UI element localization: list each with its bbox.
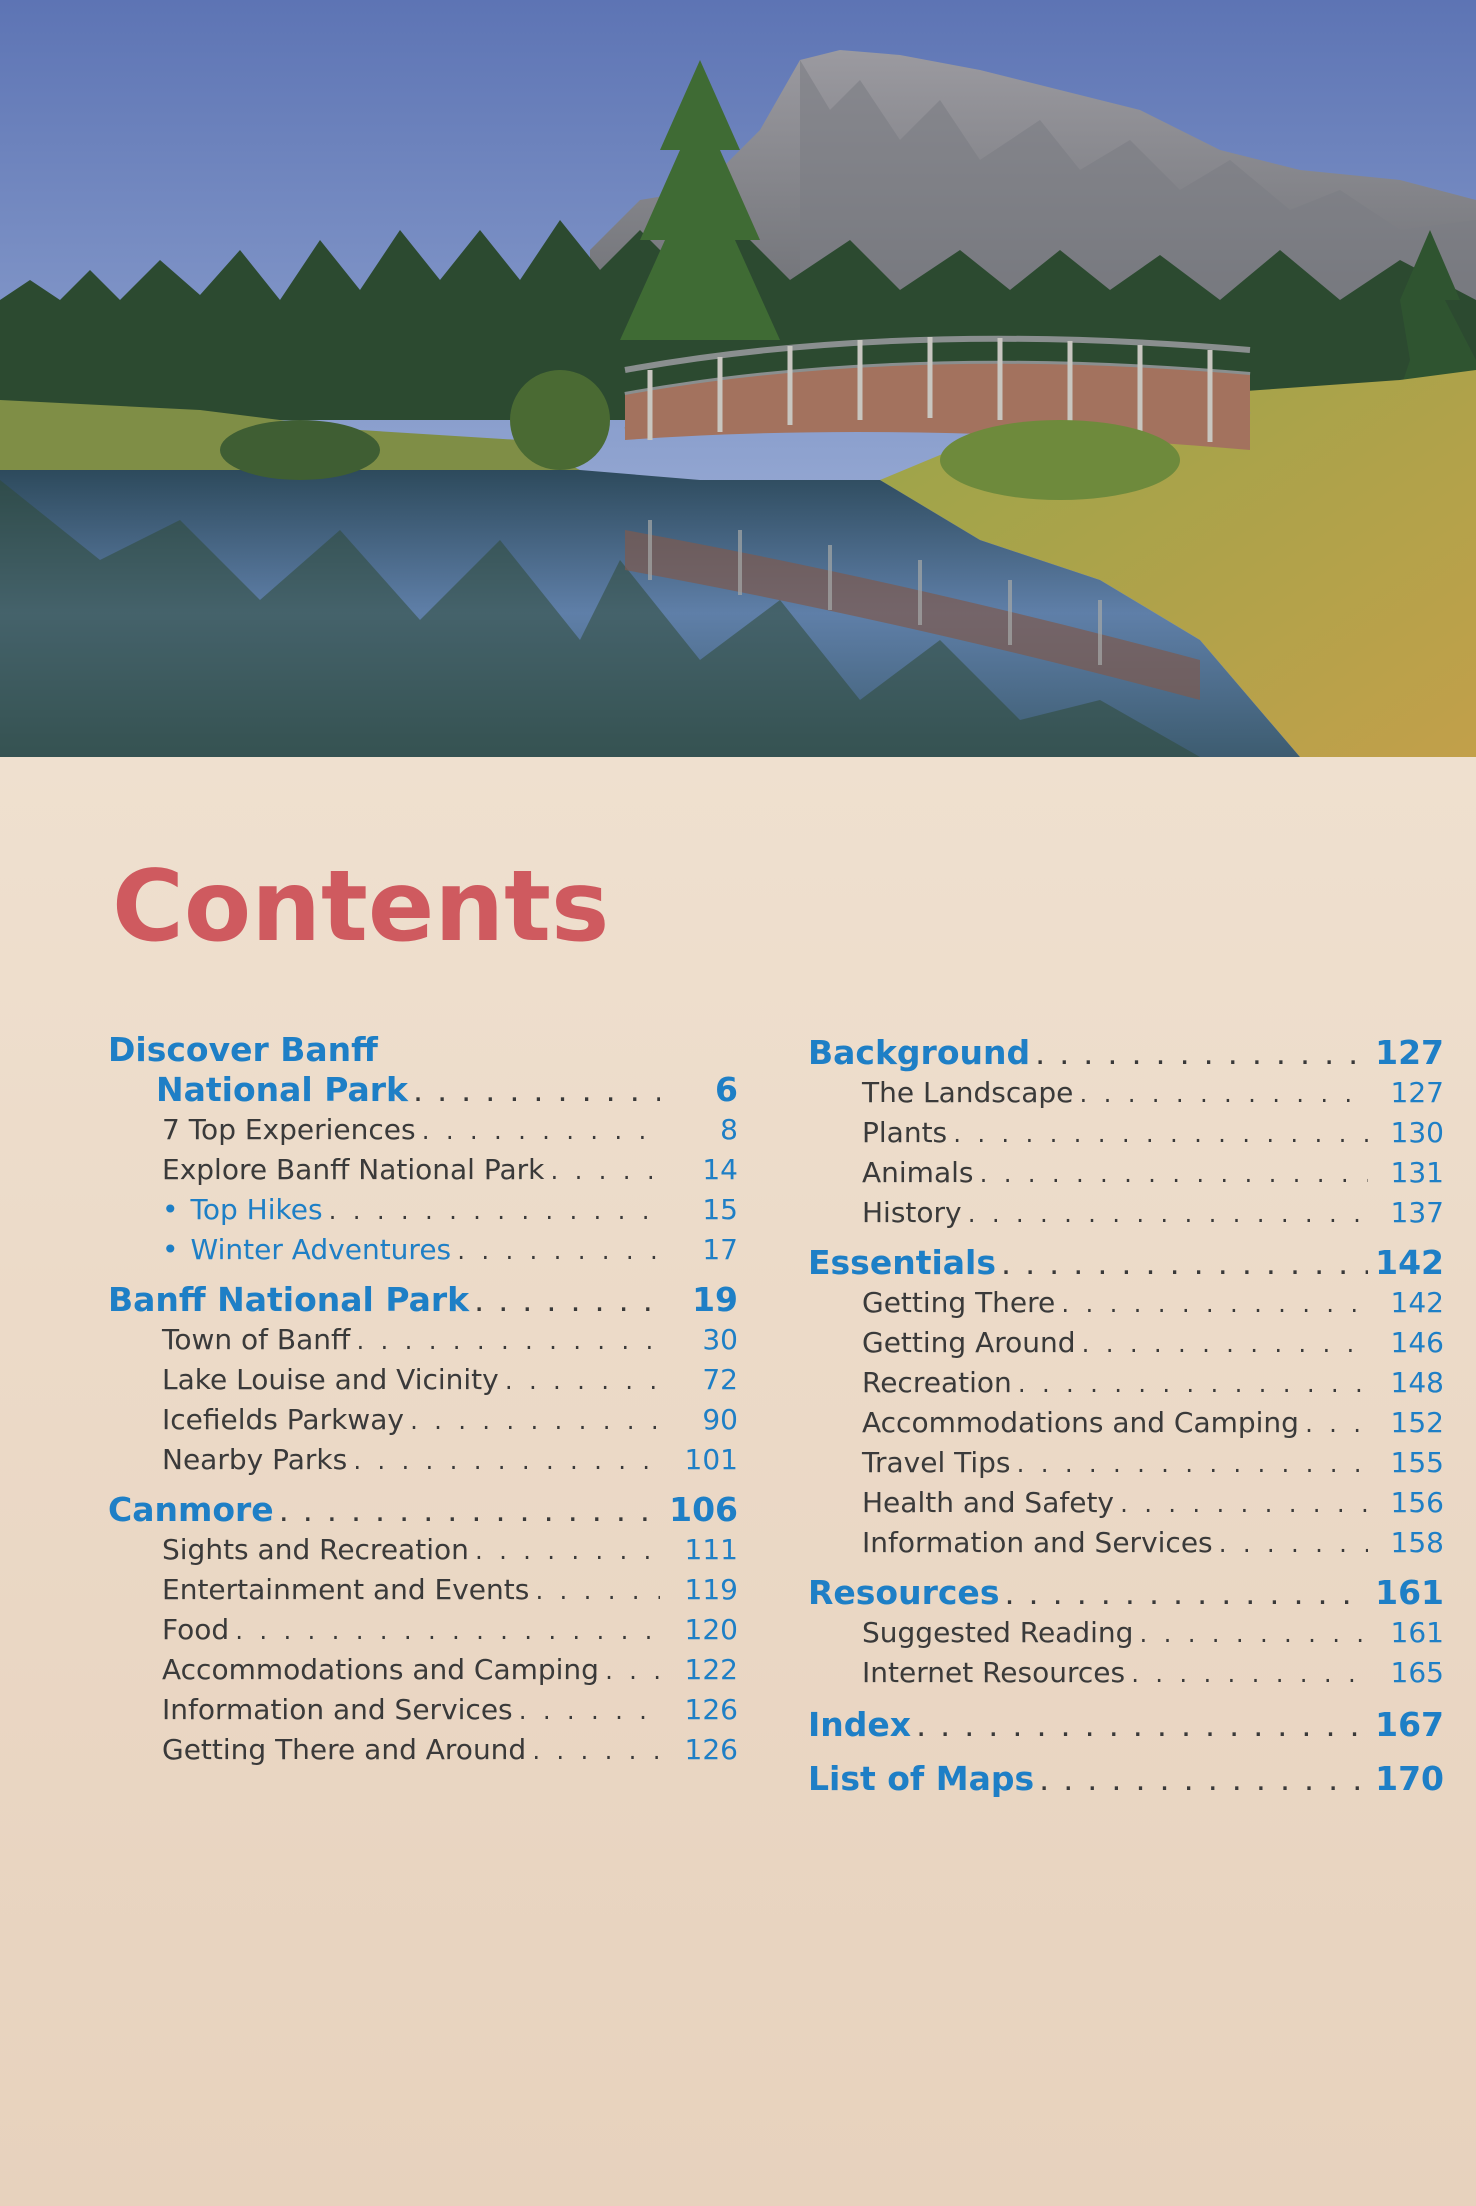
toc-page-number: 14	[702, 1153, 738, 1186]
toc-right-column	[808, 1033, 1444, 1799]
toc-page-number: 137	[1390, 1196, 1444, 1229]
toc-page-number: 90	[702, 1403, 738, 1436]
toc-entry[interactable]	[108, 1530, 738, 1570]
toc-entry[interactable]	[808, 1363, 1444, 1403]
toc-page-number: 158	[1390, 1526, 1444, 1559]
toc-entry-label: Sights and Recreation	[162, 1533, 469, 1566]
toc-page-number: 17	[702, 1233, 738, 1266]
leader-dots	[533, 1572, 660, 1610]
leader-dots	[517, 1692, 660, 1730]
leader-dots	[420, 1112, 660, 1150]
toc-entry[interactable]	[808, 1283, 1444, 1323]
toc-entry[interactable]	[108, 1360, 738, 1400]
toc-entry-feature[interactable]	[108, 1230, 738, 1270]
toc-entry-label: Nearby Parks	[162, 1443, 348, 1476]
toc-entry-label: Information and Services	[162, 1693, 513, 1726]
toc-entry[interactable]	[808, 1073, 1444, 1113]
toc-entry-label: Travel Tips	[862, 1446, 1011, 1479]
leader-dots	[1016, 1365, 1368, 1403]
leader-dots	[1077, 1075, 1368, 1113]
leader-dots	[1000, 1247, 1368, 1283]
toc-entry[interactable]	[808, 1483, 1444, 1523]
leader-dots	[1059, 1285, 1368, 1323]
toc-entry[interactable]	[108, 1570, 738, 1610]
toc-entry-label: Information and Services	[862, 1526, 1213, 1559]
toc-entry-label: Getting There and Around	[162, 1733, 527, 1766]
toc-entry-feature[interactable]	[108, 1190, 738, 1230]
toc-entry-label: • Top Hikes	[162, 1193, 323, 1226]
toc-entry[interactable]	[808, 1153, 1444, 1193]
toc-page-number: 161	[1375, 1573, 1444, 1612]
toc-entry[interactable]	[808, 1323, 1444, 1363]
leader-dots	[408, 1402, 660, 1440]
toc-entry-label: • Winter Adventures	[162, 1233, 452, 1266]
bullet-icon: •	[162, 1233, 179, 1266]
toc-page-number: 6	[715, 1070, 738, 1109]
toc-heading-discover-line1[interactable]: Discover Banff	[108, 1030, 378, 1069]
toc-entry-label: Explore Banff National Park	[162, 1153, 545, 1186]
toc-page-number: 119	[684, 1573, 738, 1606]
toc-entry[interactable]	[808, 1113, 1444, 1153]
toc-entry[interactable]	[108, 1400, 738, 1440]
toc-entry-label: Getting There	[862, 1286, 1056, 1319]
leader-dots	[603, 1652, 660, 1690]
toc-entry-label: Food	[162, 1613, 230, 1646]
toc-page-number: 130	[1390, 1116, 1444, 1149]
toc-entry[interactable]	[108, 1150, 738, 1190]
toc-heading-canmore[interactable]	[108, 1490, 738, 1530]
leader-dots	[233, 1612, 660, 1650]
toc-heading-label: Index	[808, 1705, 912, 1744]
toc-page-number: 161	[1390, 1616, 1444, 1649]
toc-entry-label: Recreation	[862, 1366, 1012, 1399]
toc-page-number: 142	[1375, 1243, 1444, 1282]
toc-page-number: 146	[1390, 1326, 1444, 1359]
toc-heading-resources[interactable]	[808, 1573, 1444, 1613]
toc-entry-label: History	[862, 1196, 962, 1229]
leader-dots	[530, 1732, 660, 1770]
toc-entry-label: Accommodations and Camping	[162, 1653, 599, 1686]
toc-page-number: 126	[684, 1693, 738, 1726]
toc-heading-label: National Park	[156, 1070, 408, 1109]
toc-heading-label: Resources	[808, 1573, 1000, 1612]
toc-entry[interactable]	[108, 1110, 738, 1150]
toc-page-number: 15	[702, 1193, 738, 1226]
toc-entry-label: Entertainment and Events	[162, 1573, 530, 1606]
leader-dots	[455, 1232, 660, 1270]
toc-entry-label: Animals	[862, 1156, 974, 1189]
page-title: Contents	[112, 850, 610, 964]
toc-entry[interactable]	[808, 1193, 1444, 1233]
toc-entry[interactable]	[108, 1650, 738, 1690]
toc-heading-label: Canmore	[108, 1490, 274, 1529]
toc-heading-list-of-maps[interactable]	[808, 1759, 1444, 1799]
toc-entry[interactable]	[808, 1523, 1444, 1563]
leader-dots	[412, 1074, 660, 1110]
leader-dots	[1217, 1525, 1368, 1563]
toc-page-number: 8	[720, 1113, 738, 1146]
leader-dots	[473, 1284, 660, 1320]
leader-dots	[1038, 1763, 1368, 1799]
toc-page-number: 165	[1390, 1656, 1444, 1689]
leader-dots	[1129, 1655, 1368, 1693]
toc-heading-label: Banff National Park	[108, 1280, 470, 1319]
toc-heading-background[interactable]	[808, 1033, 1444, 1073]
toc-page-number: 131	[1390, 1156, 1444, 1189]
leader-dots	[1303, 1405, 1368, 1443]
leader-dots	[951, 1115, 1368, 1153]
toc-entry[interactable]	[108, 1610, 738, 1650]
toc-page-number: 101	[684, 1443, 738, 1476]
toc-page-number: 155	[1390, 1446, 1444, 1479]
leader-dots	[966, 1195, 1368, 1233]
toc-entry[interactable]	[808, 1613, 1444, 1653]
toc-page-number: 120	[684, 1613, 738, 1646]
toc-heading-label: Background	[808, 1033, 1031, 1072]
toc-page-number: 127	[1375, 1033, 1444, 1072]
leader-dots	[1003, 1577, 1368, 1613]
toc-page-number: 122	[684, 1653, 738, 1686]
toc-page-number: 156	[1390, 1486, 1444, 1519]
toc-page-number: 126	[684, 1733, 738, 1766]
toc-entry[interactable]	[108, 1440, 738, 1480]
toc-page-number: 167	[1375, 1705, 1444, 1744]
toc-entry-label: Plants	[862, 1116, 948, 1149]
leader-dots	[351, 1442, 660, 1480]
toc-entry-label: Health and Safety	[862, 1486, 1114, 1519]
leader-dots	[1137, 1615, 1368, 1653]
leader-dots	[548, 1152, 660, 1190]
leader-dots	[503, 1362, 660, 1400]
toc-page-number: 152	[1390, 1406, 1444, 1439]
toc-page-number: 170	[1375, 1759, 1444, 1798]
toc-entry[interactable]	[108, 1730, 738, 1770]
leader-dots	[915, 1709, 1368, 1745]
toc-heading-label: Essentials	[808, 1243, 997, 1282]
toc-entry-label: 7 Top Experiences	[162, 1113, 416, 1146]
toc-page-number: 72	[702, 1363, 738, 1396]
leader-dots	[977, 1155, 1368, 1193]
toc-entry-label: Internet Resources	[862, 1656, 1126, 1689]
toc-entry-label: Icefields Parkway	[162, 1403, 404, 1436]
toc-heading-discover[interactable]	[108, 1070, 738, 1110]
toc-page-number: 148	[1390, 1366, 1444, 1399]
toc-page-number: 19	[692, 1280, 738, 1319]
toc-page-number: 127	[1390, 1076, 1444, 1109]
toc-page-number: 111	[684, 1533, 738, 1566]
toc-entry-label: Accommodations and Camping	[862, 1406, 1299, 1439]
cover-photo-mountain-bridge-lake	[0, 0, 1476, 757]
leader-dots	[327, 1192, 660, 1230]
toc-heading-essentials[interactable]	[808, 1243, 1444, 1283]
toc-entry[interactable]	[108, 1690, 738, 1730]
leader-dots	[1118, 1485, 1368, 1523]
leader-dots	[473, 1532, 660, 1570]
toc-heading-index[interactable]	[808, 1705, 1444, 1745]
toc-page-number: 30	[702, 1323, 738, 1356]
toc-heading-label: List of Maps	[808, 1759, 1035, 1798]
toc-entry[interactable]	[808, 1653, 1444, 1693]
leader-dots	[1015, 1445, 1368, 1483]
leader-dots	[1034, 1037, 1368, 1073]
toc-entry-label: Town of Banff	[162, 1323, 351, 1356]
toc-page-number: 142	[1390, 1286, 1444, 1319]
toc-entry-label: Suggested Reading	[862, 1616, 1134, 1649]
toc-entry-label: The Landscape	[862, 1076, 1074, 1109]
leader-dots	[278, 1494, 660, 1530]
toc-left-column	[108, 1030, 738, 1770]
toc-page-number: 106	[669, 1490, 738, 1529]
toc-entry-label: Lake Louise and Vicinity	[162, 1363, 499, 1396]
bullet-icon: •	[162, 1193, 179, 1226]
toc-entry[interactable]	[108, 1320, 738, 1360]
toc-entry[interactable]	[808, 1443, 1444, 1483]
leader-dots	[1080, 1325, 1368, 1363]
toc-heading-banff[interactable]	[108, 1280, 738, 1320]
toc-entry[interactable]	[808, 1403, 1444, 1443]
leader-dots	[354, 1322, 660, 1360]
toc-entry-label: Getting Around	[862, 1326, 1076, 1359]
